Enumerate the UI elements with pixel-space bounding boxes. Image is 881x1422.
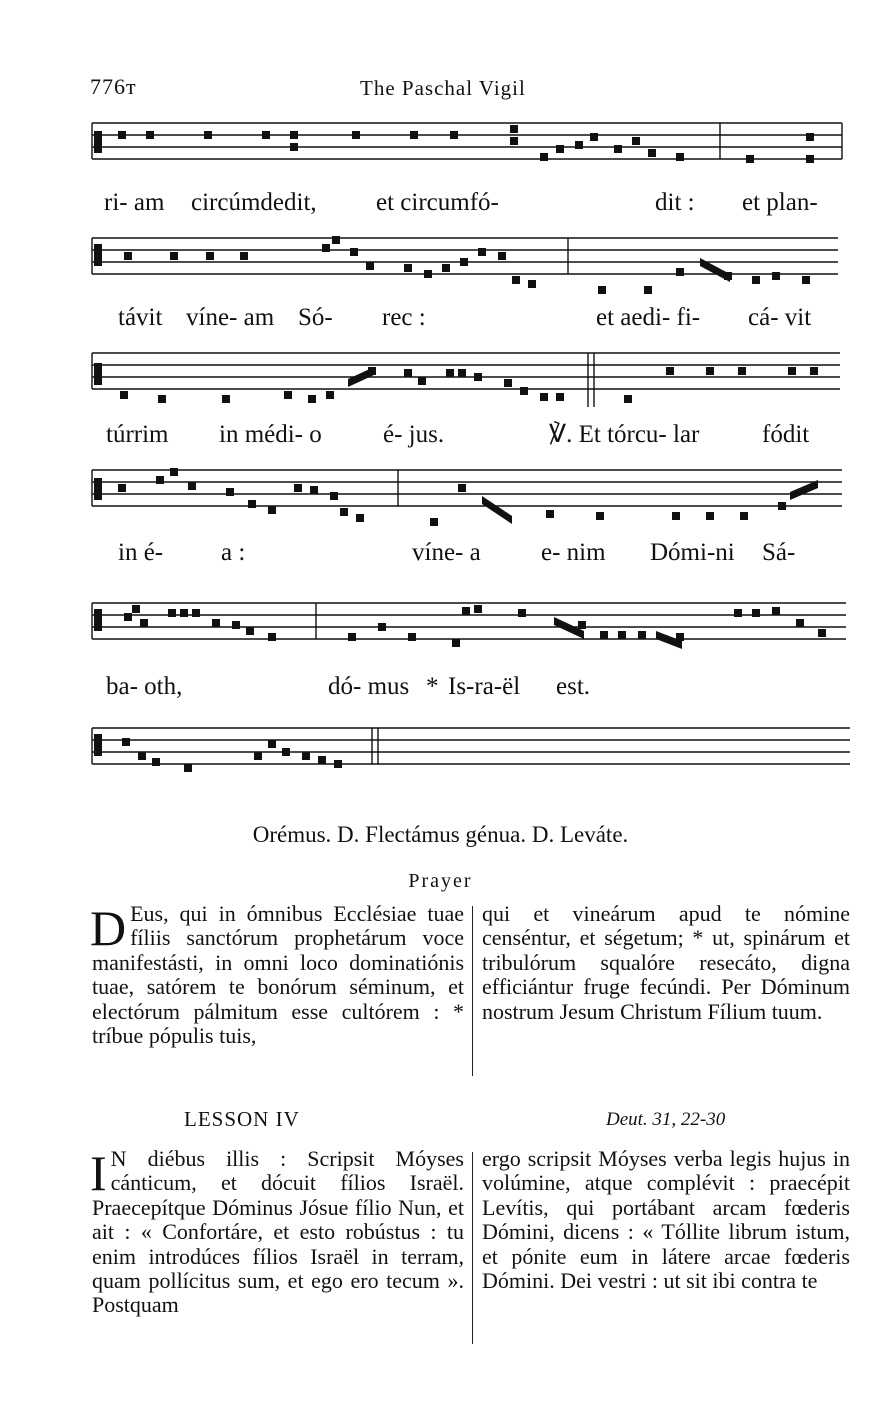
lyric-4-5: Dómi-ni (650, 539, 735, 566)
lyric-4-1: in é- (118, 539, 164, 566)
prayer-right-column (482, 902, 850, 1024)
lesson-right-text: ergo scripsit Móyses verba legis hujus in volúmine, atque complévit : praecépit Levítis, qui portábant arcam fœderis Dómini, dicens : « Tóllite librum istum, et pónite eum in látere arcae fœderis Dómini. Dei vestri : ut sit ibi contra te (482, 1146, 850, 1294)
lesson-left-column (92, 1147, 464, 1318)
lyric-3-1: túrrim (106, 421, 169, 448)
lesson-heading: LESSON IV (184, 1107, 300, 1131)
column-divider (472, 906, 473, 1076)
lyric-4-2: a : (221, 539, 246, 566)
lyric-2-1: távit (118, 304, 163, 331)
oremus-line: Orémus. D. Flectámus génua. D. Leváte. (252, 822, 629, 847)
lyric-3-3: é- jus. (383, 421, 445, 448)
music-staff-5 (0, 595, 881, 665)
lyric-2-3: Só- (298, 304, 333, 331)
lyric-4-3: víne- a (412, 539, 481, 566)
lyric-3-2: in médi- o (219, 421, 322, 448)
lyric-3-4: ℣. Et tórcu- lar (549, 421, 700, 448)
lyric-1-3: et circumfó- (376, 189, 499, 216)
lesson-reference: Deut. 31, 22-30 (606, 1109, 726, 1130)
lyric-2-2: víne- am (186, 304, 275, 331)
running-title: The Paschal Vigil (360, 76, 526, 100)
lyric-4-4: e- nim (541, 539, 606, 566)
music-staff-4 (0, 462, 881, 532)
prayer-right-text: qui et vineárum apud te nómine censéntur, et ségetum; * ut, spinárum et tribulórum squalóre resecáto, digna efficiántur fruge fecúndi. Per Dóminum nostrum Jesum Christum Fílium tuum. (482, 901, 850, 1024)
prayer-left-text: Eus, qui in ómnibus Ecclésiae tuae fíliis sanctórum prophetárum voce manifestásti, in omni loco dominatiónis tuae, satórem te bonórum séminum, et electórum pálmitum esse cultórem : * tríbue pópulis tuis, (92, 901, 464, 1049)
lyric-1-5: et plan- (742, 189, 818, 216)
music-staff-1 (0, 115, 881, 185)
lyric-2-4: rec : (382, 304, 426, 331)
lyric-2-5: et aedi- fi- (596, 304, 701, 331)
lyric-5-4: Is-ra-ël (448, 673, 521, 700)
music-staff-2 (0, 230, 881, 300)
lyric-1-4: dit : (655, 189, 695, 216)
lyric-5-1: ba- oth, (106, 673, 183, 700)
lyric-1-1: ri- am (104, 189, 165, 216)
lyric-5-2: dó- mus (328, 673, 410, 700)
lesson-dropcap: I (90, 1145, 107, 1201)
music-staff-3 (0, 345, 881, 415)
column-divider-2 (472, 1152, 473, 1344)
lyric-5-5: est. (556, 673, 591, 700)
lyric-1-2: circúmdedit, (191, 189, 317, 216)
lyric-3-5: fódit (762, 421, 810, 448)
prayer-left-column (92, 902, 464, 1048)
lesson-left-text: N diébus illis : Scripsit Móyses cánticum, et dócuit fílios Israël. Praecepítque Dóminus Jósue fílio Nun, et ait : « Confortáre, et esto robústus : tu enim introdúces fílios Israël in terram, quam pollícitus sum, et ego ero tecum ». Postquam (92, 1146, 464, 1318)
prayer-heading: Prayer (408, 870, 473, 892)
lyric-4-6: Sá- (762, 539, 796, 566)
lyric-5-3: * (426, 673, 439, 700)
lesson-right-column (482, 1147, 850, 1293)
music-staff-6 (0, 720, 881, 790)
lyric-2-6: cá- vit (748, 304, 812, 331)
page-number: 776т (90, 74, 137, 99)
prayer-dropcap: D (90, 900, 127, 956)
